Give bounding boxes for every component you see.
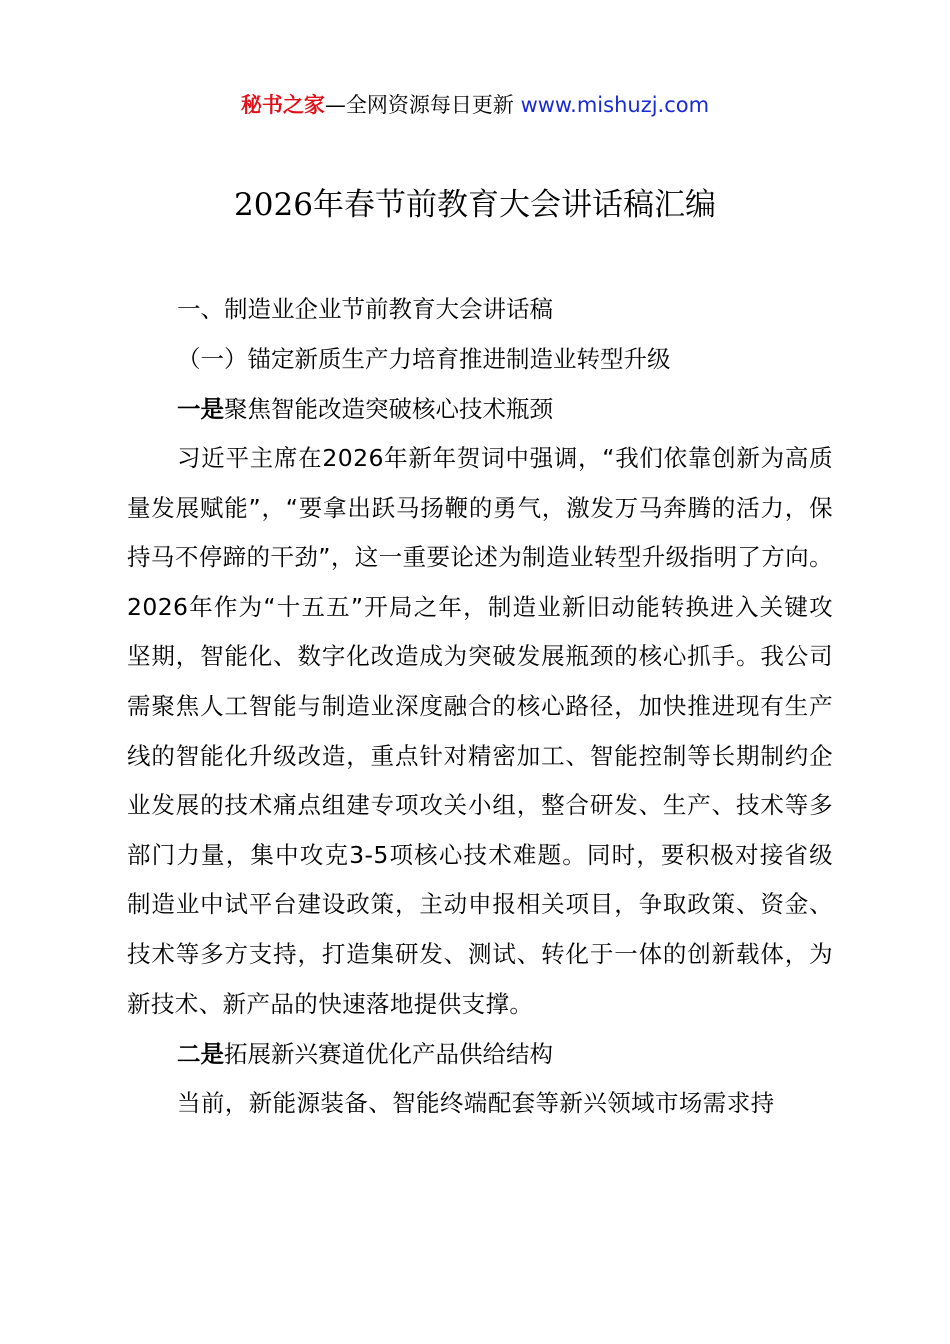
point-2-paragraph: 当前，新能源装备、智能终端配套等新兴领域市场需求持 [177,1089,775,1118]
subsection-heading: （一）锚定新质生产力培育推进制造业转型升级 [177,345,671,373]
point-2-heading [127,1029,833,1079]
point-1-heading [127,384,833,434]
document-title: 2026年春节前教育大会讲话稿汇编 [234,187,716,223]
point-1-title: 聚焦智能改造突破核心技术瓶颈 [224,395,553,423]
point-2-title: 拓展新兴赛道优化产品供给结构 [224,1040,553,1069]
site-header [0,88,950,122]
section-heading: 一、制造业企业节前教育大会讲话稿 [177,295,553,323]
point-2-lead: 二是 [177,1040,224,1069]
brand-name: 秘书之家 [240,93,325,117]
point-1-paragraph: 习近平主席在2026年新年贺词中强调，“我们依靠创新为高质量发展赋能”，“要拿出跃马扬鞭的勇气，激发万马奔腾的活力，保持马不停蹄的干劲”，这一重要论述为制造业转型升级指明了方向。2026年作为“十五五”开局之年，制造业新旧动能转换进入关键攻坚期，智能化、数字化改造成为突破发展瓶颈的核心抓手。我公司需聚焦人工智能与制造业深度融合的核心路径，加快推进现有生产线的智能化升级改造，重点针对精密加工、智能控制等长期制约企业发展的技术痛点组建专项攻关小组，整合研发、生产、技术等多部门力量，集中攻克3-5项核心技术难题。同时，要积极对接省级制造业中试平台建设政策，主动申报相关项目，争取政策、资金、技术等多方支持，打造集研发、测试、转化于一体的创新载体，为新技术、新产品的快速落地提供支撑。 [127,444,833,1018]
point-1-lead: 一是 [177,395,224,423]
header-tagline: —全网资源每日更新 [324,93,521,117]
document-body [127,284,833,1129]
site-url-link[interactable]: www.mishuzj.com [520,93,710,117]
